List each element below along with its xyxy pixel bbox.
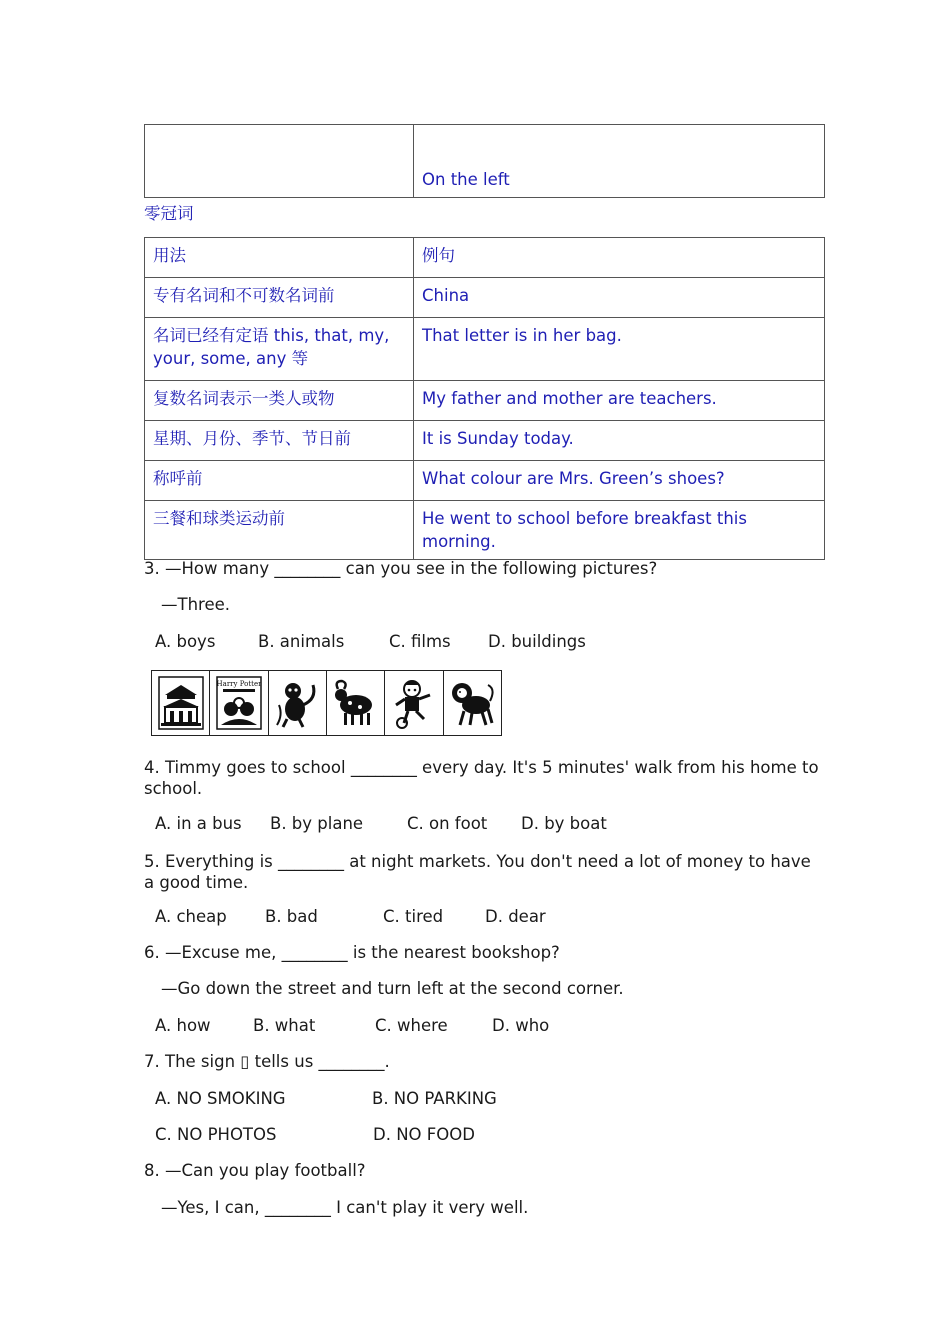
example-cell: My father and mother are teachers. (414, 381, 825, 421)
usage-cell: 三餐和球类运动前 (145, 501, 414, 560)
lion-icon (444, 671, 501, 735)
option-c[interactable]: C. NO PHOTOS (155, 1125, 277, 1144)
top-table (144, 124, 825, 198)
option-a[interactable]: A. NO SMOKING (155, 1089, 286, 1108)
ram-icon (327, 671, 385, 735)
option-c[interactable]: C. tired (383, 907, 444, 926)
example-cell: He went to school before breakfast this morning. (414, 501, 825, 560)
question-6-answer: —Go down the street and turn left at the second corner. (161, 979, 624, 998)
table-row (145, 381, 825, 421)
option-c[interactable]: C. on foot (407, 814, 488, 833)
option-c[interactable]: C. films (389, 632, 451, 651)
question-7-text: 7. The sign ▯ tells us ________. (144, 1052, 390, 1071)
option-d[interactable]: D. by boat (521, 814, 607, 833)
top-table-left-cell (145, 125, 414, 198)
table-row (145, 318, 825, 381)
question-6-text: 6. —Excuse me, ________ is the nearest bookshop? (144, 943, 560, 962)
boy-football-icon (385, 671, 443, 735)
table-row (145, 461, 825, 501)
table-row (145, 278, 825, 318)
usage-cell: 名词已经有定语 this, that, my, your, some, any 等 (145, 318, 414, 381)
usage-cell: 星期、月份、季节、节日前 (145, 421, 414, 461)
header-usage: 用法 (145, 238, 414, 278)
usage-cell: 称呼前 (145, 461, 414, 501)
option-c[interactable]: C. where (375, 1016, 448, 1035)
table-row (145, 421, 825, 461)
option-b[interactable]: B. bad (265, 907, 318, 926)
question-3-pictures (151, 670, 502, 736)
option-d[interactable]: D. NO FOOD (373, 1125, 475, 1144)
option-b[interactable]: B. what (253, 1016, 316, 1035)
example-cell: China (414, 278, 825, 318)
option-b[interactable]: B. by plane (270, 814, 364, 833)
zero-article-table (144, 237, 825, 560)
option-d[interactable]: D. buildings (488, 632, 586, 651)
option-d[interactable]: D. who (492, 1016, 550, 1035)
usage-cell: 专有名词和不可数名词前 (145, 278, 414, 318)
option-a[interactable]: A. boys (155, 632, 216, 651)
usage-cell: 复数名词表示一类人或物 (145, 381, 414, 421)
header-example: 例句 (414, 238, 825, 278)
example-cell: That letter is in her bag. (414, 318, 825, 381)
table-row (145, 501, 825, 560)
poster-title: Harry Potter (216, 680, 262, 688)
example-cell: It is Sunday today. (414, 421, 825, 461)
option-b[interactable]: B. NO PARKING (372, 1089, 497, 1108)
monkey-icon (269, 671, 327, 735)
option-d[interactable]: D. dear (485, 907, 546, 926)
option-a[interactable]: A. cheap (155, 907, 227, 926)
top-table-right-cell: On the left (414, 125, 825, 198)
option-a[interactable]: A. in a bus (155, 814, 242, 833)
question-8-answer: —Yes, I can, ________ I can't play it very well. (161, 1198, 529, 1217)
question-3-text: 3. —How many ________ can you see in the following pictures? (144, 559, 658, 578)
example-cell: What colour are Mrs. Green’s shoes? (414, 461, 825, 501)
question-5-text: 5. Everything is ________ at night markets. You don't need a lot of money to have a good time. (144, 852, 811, 892)
building-icon (152, 671, 210, 735)
question-4-text: 4. Timmy goes to school ________ every day. It's 5 minutes' walk from his home to school. (144, 758, 819, 798)
option-b[interactable]: B. animals (258, 632, 345, 651)
harry-potter-poster-icon (210, 671, 268, 735)
zero-article-title: 零冠词 (144, 204, 194, 223)
table-header-row (145, 238, 825, 278)
question-3-answer: —Three. (161, 595, 231, 614)
question-8-text: 8. —Can you play football? (144, 1161, 366, 1180)
option-a[interactable]: A. how (155, 1016, 211, 1035)
